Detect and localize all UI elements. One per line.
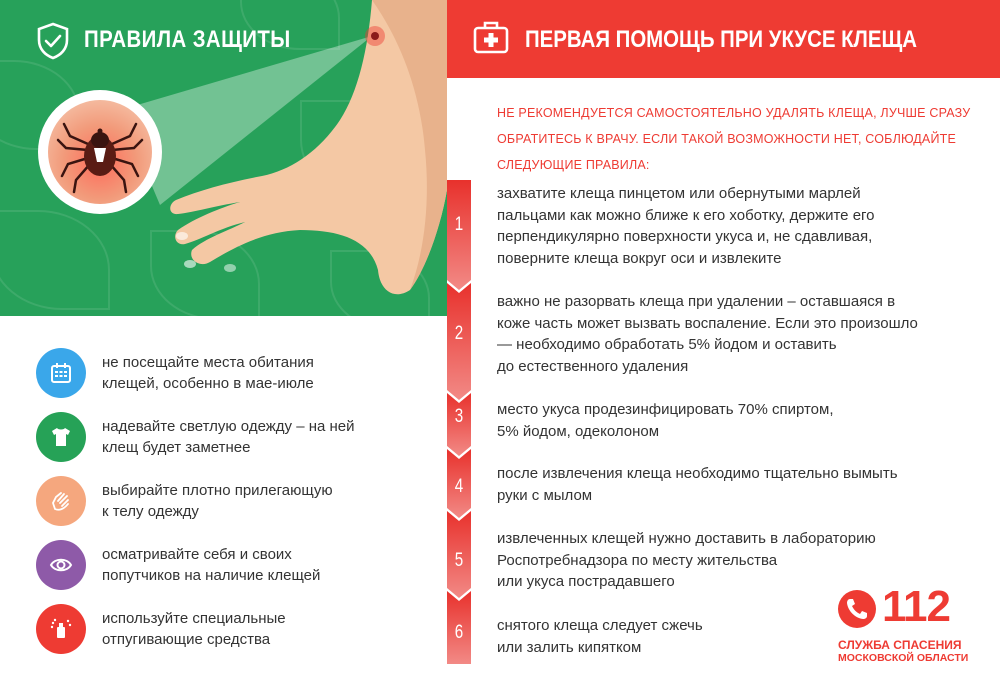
warning-line: ОБРАТИТЕСЬ К ВРАЧУ. ЕСЛИ ТАКОЙ ВОЗМОЖНОСТИ НЕТ, СОБЛЮДАЙТЕ [497,132,957,146]
warning-line: СЛЕДУЮЩИЕ ПРАВИЛА: [497,158,650,172]
step-number: 2 [454,323,464,344]
step-text-line: руки с мылом [497,486,593,504]
step-text-line: — необходимо обработать 5% йодом и оставить [497,336,837,353]
list-item [36,602,436,666]
tshirt-icon [36,412,86,462]
step-number: 6 [454,622,464,643]
rule-text-line: попутчиков на наличие клещей [102,567,321,584]
rule-text-line: надевайте светлую одежду – на ней [102,418,355,435]
step-text-line: перпендикулярно поверхности укуса и, не сдавливая, [497,228,873,245]
rule-text-line: выбирайте плотно прилегающую [102,482,333,499]
list-item [36,474,436,538]
step-number: 4 [454,476,464,497]
rule-text-line: используйте специальные [102,610,286,627]
step-text-line: 5% йодом, одеколоном [497,422,660,440]
step-item [497,291,977,377]
step-text-line: место укуса продезинфицировать 70% спиртом, [497,401,834,418]
protection-rules-list [36,346,436,666]
step-number: 3 [454,406,464,427]
hand-icon [36,476,86,526]
step-text-line: важно не разорвать клеща при удалении – оставшаяся в [497,293,896,310]
step-text-line: или залить кипятком [497,638,642,656]
warning-line: НЕ РЕКОМЕНДУЕТСЯ САМОСТОЯТЕЛЬНО УДАЛЯТЬ КЛЕЩА, ЛУЧШЕ СРАЗУ [497,106,971,120]
warning-text [497,100,977,178]
step-text-line: коже часть может вызвать воспаление. Если это произошло [497,314,918,332]
rule-text-line: отпугивающие средства [102,631,271,648]
step-number: 5 [454,550,464,571]
tick-icon [48,100,152,204]
service-region: МОСКОВСКОЙ ОБЛАСТИ [838,652,969,664]
first-aid-header [447,0,1000,78]
list-item [36,410,436,474]
first-aid-kit-icon [473,20,509,54]
protection-rules-title: ПРАВИЛА ЗАЩИТЫ [84,26,291,53]
step-text-line: Роспотребнадзора по месту жительства [497,551,778,569]
step-text-line: снятого клеща следует сжечь [497,617,703,634]
step-text-line: после извлечения клеща необходимо тщательно вымыть [497,465,898,482]
step-text-line: поверните клеща вокруг оси и извлеките [497,249,782,267]
rule-text-line: к телу одежду [102,503,199,520]
hero-illustration [0,0,447,316]
first-aid-title: ПЕРВАЯ ПОМОЩЬ ПРИ УКУСЕ КЛЕЩА [525,26,918,53]
step-text-line: или укуса пострадавшего [497,573,675,590]
rule-text-line: клещей, особенно в мае-июле [102,375,314,392]
spray-icon [36,604,86,654]
shield-check-icon [36,22,70,60]
list-item [36,538,436,602]
step-text-line: пальцами как можно ближе к его хоботку, держите его [497,206,875,224]
step-item [497,399,977,442]
tick-magnifier [38,90,162,214]
phone-icon [838,590,876,628]
step-item [497,183,977,269]
step-text-line: извлеченных клещей нужно доставить в лабораторию [497,530,876,547]
service-name: СЛУЖБА СПАСЕНИЯ [838,638,962,652]
step-text-line: до естественного удаления [497,357,689,375]
rule-text-line: осматривайте себя и своих [102,546,292,563]
emergency-number: 112 [882,582,950,631]
step-item [497,463,977,506]
step-text-line: захватите клеща пинцетом или обернутыми марлей [497,185,861,202]
rule-text-line: клещ будет заметнее [102,439,251,456]
list-item [36,346,436,410]
calendar-icon [36,348,86,398]
emergency-service-logo [836,582,976,666]
rule-text-line: не посещайте места обитания [102,354,314,371]
step-number: 1 [454,214,464,235]
eye-icon [36,540,86,590]
